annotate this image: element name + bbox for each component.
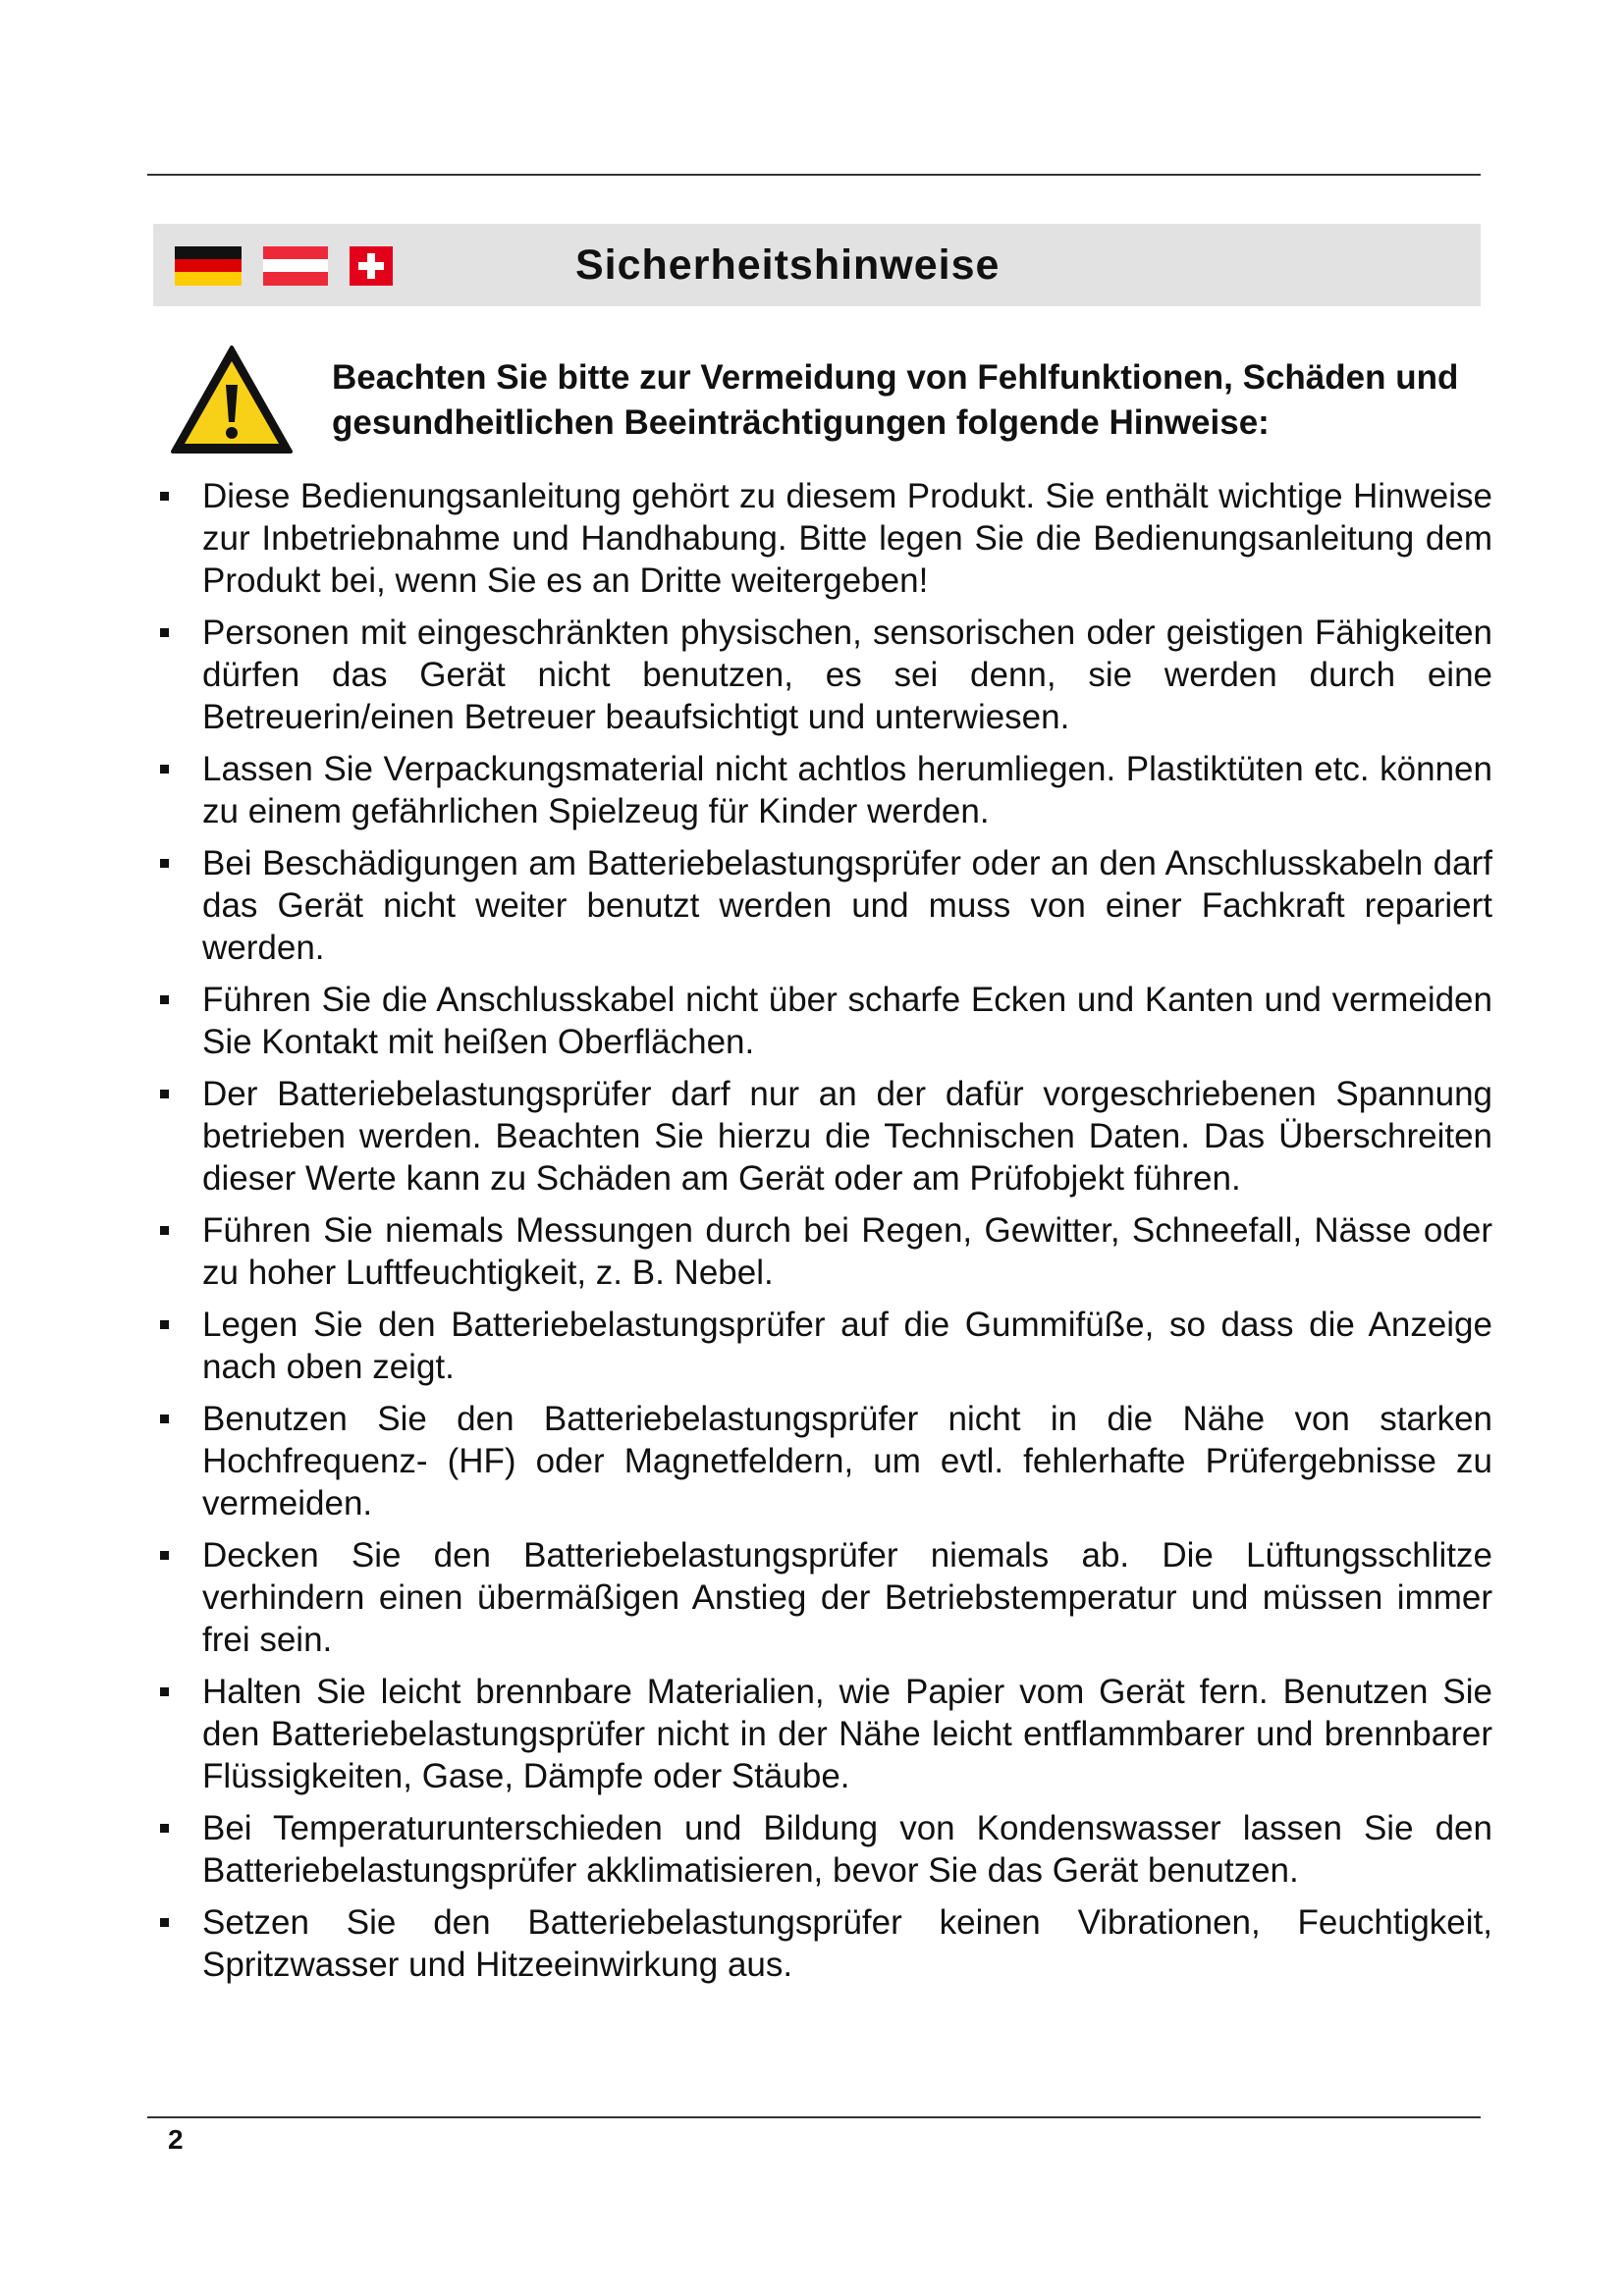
language-flags (175, 246, 393, 286)
list-item: Bei Temperaturunterschieden und Bildung von Kondenswasser lassen Sie den Batteriebelastungsprüfer akklimatisieren, bevor Sie das Gerät benutzen. (147, 1807, 1492, 1892)
section-header (153, 224, 1481, 306)
list-item: Bei Beschädigungen am Batteriebelastungsprüfer oder an den Anschlusskabeln darf das Gerät nicht weiter benutzt werden und muss von einer Fachkraft repariert werden. (147, 842, 1492, 969)
list-item: Personen mit eingeschränkten physischen, sensorischen oder geistigen Fähigkeiten dürfen das Gerät nicht benutzen, es sei denn, sie werden durch eine Betreuerin/einen Betreuer beaufsichtigt und unterwiesen. (147, 612, 1492, 738)
list-item: Führen Sie die Anschlusskabel nicht über scharfe Ecken und Kanten und vermeiden Sie Kontakt mit heißen Oberflächen. (147, 979, 1492, 1063)
list-item: Lassen Sie Verpackungsmaterial nicht achtlos herumliegen. Plastiktüten etc. können zu einem gefährlichen Spielzeug für Kinder werden. (147, 748, 1492, 832)
list-item: Decken Sie den Batteriebelastungsprüfer niemals ab. Die Lüftungsschlitze verhindern einen übermäßigen Anstieg der Betriebstemperatur und müssen immer frei sein. (147, 1534, 1492, 1661)
safety-intro: Beachten Sie bitte zur Vermeidung von Fehlfunktionen, Schäden und gesundheitlichen Beeinträchtigungen folgende Hinweise: (332, 358, 1459, 442)
list-item: Legen Sie den Batteriebelastungsprüfer auf die Gummifüße, so dass die Anzeige nach oben zeigt. (147, 1304, 1492, 1388)
warning-triangle-icon (169, 344, 295, 457)
list-item: Der Batteriebelastungsprüfer darf nur an der dafür vorgeschriebenen Spannung betrieben werden. Beachten Sie hierzu die Technischen Daten. Das Überschreiten dieser Werte kann zu Schäden am Gerät oder am Prüfobjekt führen. (147, 1073, 1492, 1200)
safety-list (147, 475, 1492, 1996)
list-item: Halten Sie leicht brennbare Materialien, wie Papier vom Gerät fern. Benutzen Sie den Batteriebelastungsprüfer nicht in der Nähe leicht entflammbarer und brennbarer Flüssigkeiten, Gase, Dämpfe oder Stäube. (147, 1671, 1492, 1797)
austrian-flag-icon (263, 246, 328, 286)
top-divider (147, 174, 1481, 176)
list-item: Diese Bedienungsanleitung gehört zu diesem Produkt. Sie enthält wichtige Hinweise zur Inbetriebnahme und Handhabung. Bitte legen Sie die Bedienungsanleitung dem Produkt bei, wenn Sie es an Dritte weitergeben! (147, 475, 1492, 602)
german-flag-icon (175, 246, 242, 286)
page-number: 2 (168, 2124, 184, 2155)
list-item: Führen Sie niemals Messungen durch bei Regen, Gewitter, Schneefall, Nässe oder zu hoher Luftfeuchtigkeit, z. B. Nebel. (147, 1209, 1492, 1294)
page-title: Sicherheitshinweise (575, 241, 1001, 289)
bottom-divider (147, 2116, 1481, 2118)
swiss-flag-icon (350, 246, 393, 286)
list-item: Setzen Sie den Batteriebelastungsprüfer keinen Vibrationen, Feuchtigkeit, Spritzwasser und Hitzeeinwirkung aus. (147, 1901, 1492, 1986)
list-item: Benutzen Sie den Batteriebelastungsprüfer nicht in die Nähe von starken Hochfrequenz- (HF) oder Magnetfeldern, um evtl. fehlerhafte Prüfergebnisse zu vermeiden. (147, 1398, 1492, 1524)
